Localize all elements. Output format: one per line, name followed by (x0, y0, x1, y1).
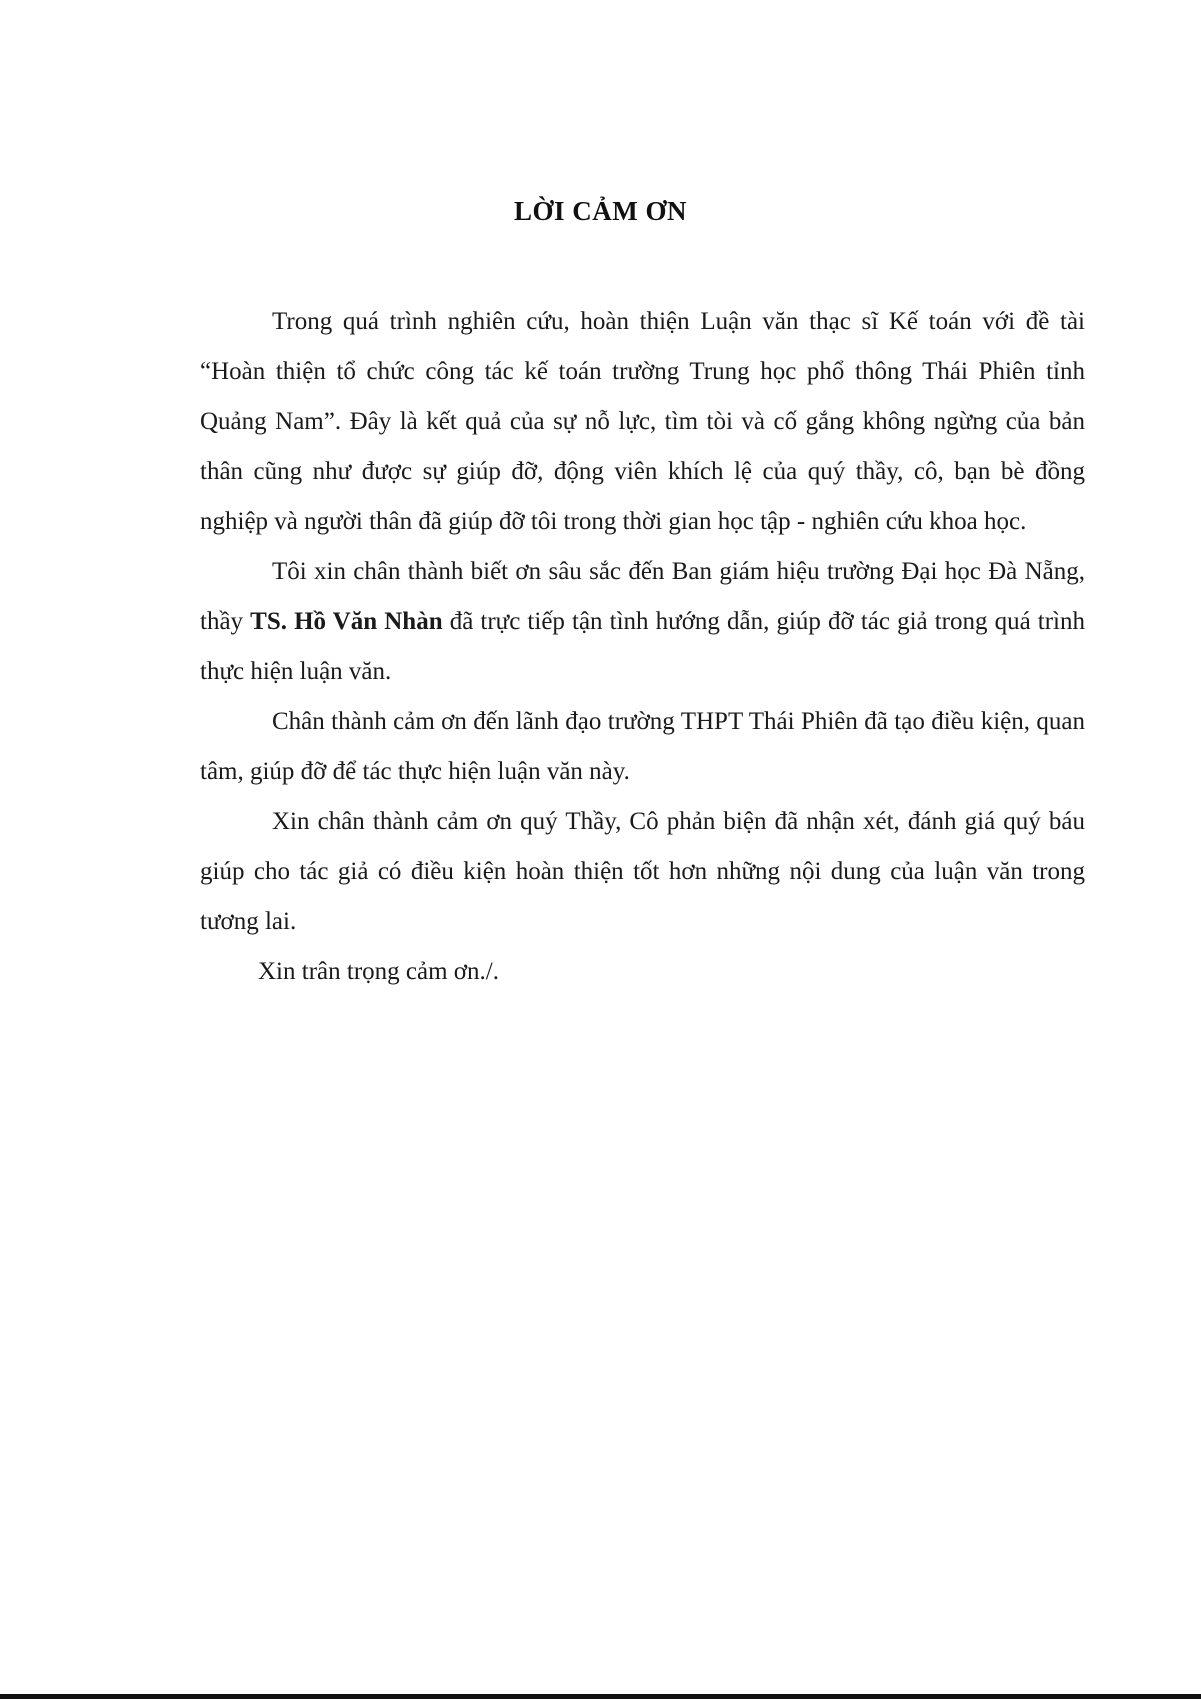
advisor-name: TS. Hồ Văn Nhàn (250, 608, 443, 635)
paragraph-advisor (200, 547, 1085, 697)
paragraph-school-leaders: Chân thành cảm ơn đến lãnh đạo trường THPT Thái Phiên đã tạo điều kiện, quan tâm, giúp đỡ để tác thực hiện luận văn này. (200, 708, 1085, 785)
document-body (200, 297, 1085, 997)
advisor-text-after: đã trực tiếp tận tình hướng dẫn, giúp đỡ tác giả trong quá trình thực hiện luận văn. (200, 608, 1086, 685)
page-title: LỜI CẢM ƠN (514, 196, 687, 226)
page-bottom-border (0, 1694, 1201, 1699)
advisor-text-before: Tôi xin chân thành biết ơn sâu sắc đến Ban giám hiệu trường Đại học Đà Nẵng, thầy (200, 558, 1085, 635)
paragraph-closing: Xin trân trọng cảm ơn./. (258, 958, 499, 985)
paragraph-intro: Trong quá trình nghiên cứu, hoàn thiện Luận văn thạc sĩ Kế toán với đề tài “Hoàn thiện tổ chức công tác kế toán trường Trung học phổ thông Thái Phiên tỉnh Quảng Nam”. Đây là kết quả của sự nỗ lực, tìm tòi và cố gắng không ngừng của bản thân cũng như được sự giúp đỡ, động viên khích lệ của quý thầy, cô, bạn bè đồng nghiệp và người thân đã giúp đỡ tôi trong thời gian học tập - nghiên cứu khoa học. (200, 308, 1085, 535)
paragraph-reviewers: Xin chân thành cảm ơn quý Thầy, Cô phản biện đã nhận xét, đánh giá quý báu giúp cho tác giả có điều kiện hoàn thiện tốt hơn những nội dung của luận văn trong tương lai. (200, 808, 1085, 935)
